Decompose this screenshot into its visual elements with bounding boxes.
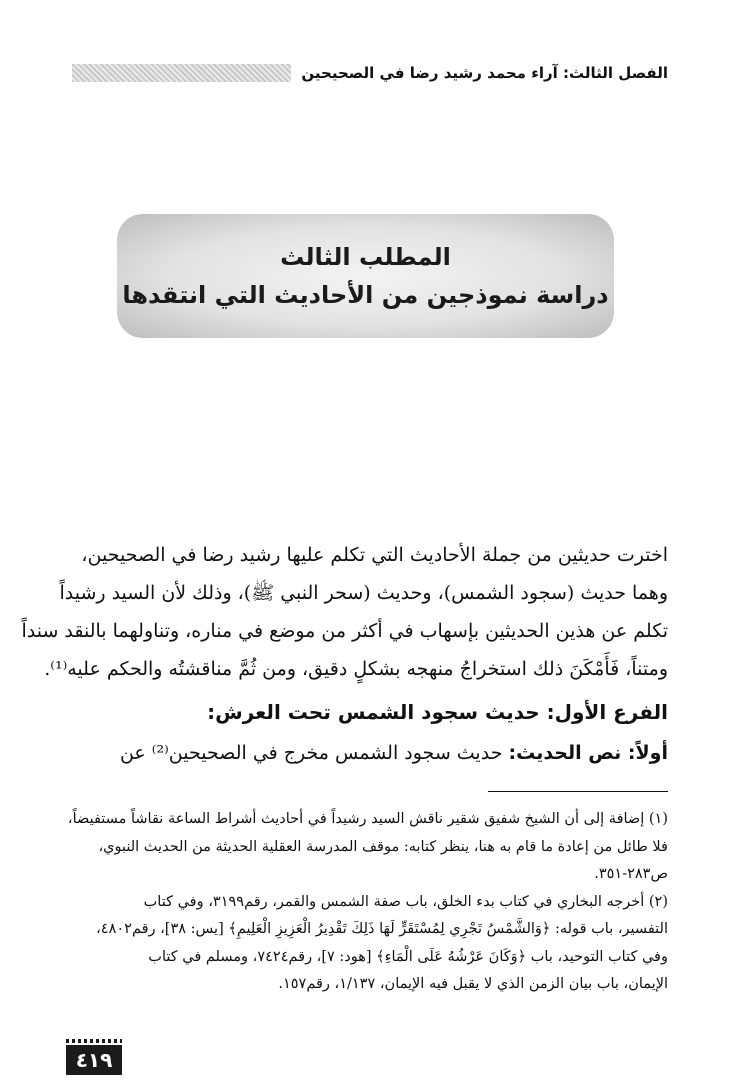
header-ornament-strip (72, 64, 291, 82)
footnote-line: (١) إضافة إلى أن الشيخ شفيق شقير ناقش السيد رشيداً في أحاديث أشراط الساعة نقاشاً مستفيضاً، (67, 811, 668, 827)
first-point-lead: أولاً: نص الحديث: (508, 742, 668, 764)
branch-heading: الفرع الأول: حديث سجود الشمس تحت العرش: (207, 700, 668, 724)
body-line: اخترت حديثين من جملة الأحاديث التي تكلم عليها رشيد رضا في الصحيحين، (81, 544, 668, 566)
footnote-line: فلا طائل من إعادة ما قام به هنا، ينظر كتابه: موقف المدرسة العقلية الحديثة من الحديث النبوي، (98, 838, 668, 855)
body-line: تكلم عن هذين الحديثين بإسهاب في أكثر من موضع في مناره، وتناولهما بالنقد سنداً (21, 620, 668, 642)
page-number (66, 1045, 122, 1075)
page-number-ornament (66, 1039, 122, 1043)
section-title-box (117, 214, 614, 338)
running-header (72, 58, 668, 88)
body-line: وهما حديث (سجود الشمس)، وحديث (سحر النبي ﷺ)، وذلك لأن السيد رشيداً (59, 582, 668, 604)
footnotes (67, 806, 668, 999)
footnote-line: وفي كتاب التوحيد، باب ﴿وَكَانَ عَرْشُهُ عَلَى الْمَاءِ﴾ [هود: ٧]، رقم٧٤٢٤، ومسلم في كتاب (148, 948, 668, 965)
footnote-line: (٢) أخرجه البخاري في كتاب بدء الخلق، باب صفة الشمس والقمر، رقم٣١٩٩، وفي كتاب (143, 893, 668, 910)
page-number-text: ٤١٩ (75, 1048, 113, 1072)
body-line: ومتناً، فَأَمْكَنَ ذلك استخراجُ منهجه بشكلٍ دقيق، ومن ثُمَّ مناقشتُه والحكم عليه⁽¹⁾. (44, 658, 668, 680)
section-subtitle: دراسة نموذجين من الأحاديث التي انتقدها (122, 281, 609, 309)
footnote-line: الإيمان، باب بيان الزمن الذي لا يقبل فيه الإيمان، ١/١٣٧، رقم١٥٧. (278, 976, 668, 992)
footnote-separator (488, 791, 668, 792)
section-title: المطلب الثالث (280, 243, 451, 271)
first-point (72, 742, 668, 764)
chapter-title: الفصل الثالث: آراء محمد رشيد رضا في الصحيحين (301, 64, 668, 82)
first-point-text: حديث سجود الشمس مخرج في الصحيحين⁽²⁾ عن (119, 742, 509, 764)
footnote-line: التفسير، باب قوله: ﴿وَالشَّمْسُ تَجْرِي لِمُسْتَقَرٍّ لَهَا ذَلِكَ تَقْدِيرُ الْعَزِيزِ الْعَلِيمِ﴾ [يس: ٣٨]، رقم٤٨٠٢، (96, 921, 668, 937)
footnote-line: ص٢٨٣-٣٥١. (594, 866, 668, 882)
body-paragraph (21, 536, 668, 688)
